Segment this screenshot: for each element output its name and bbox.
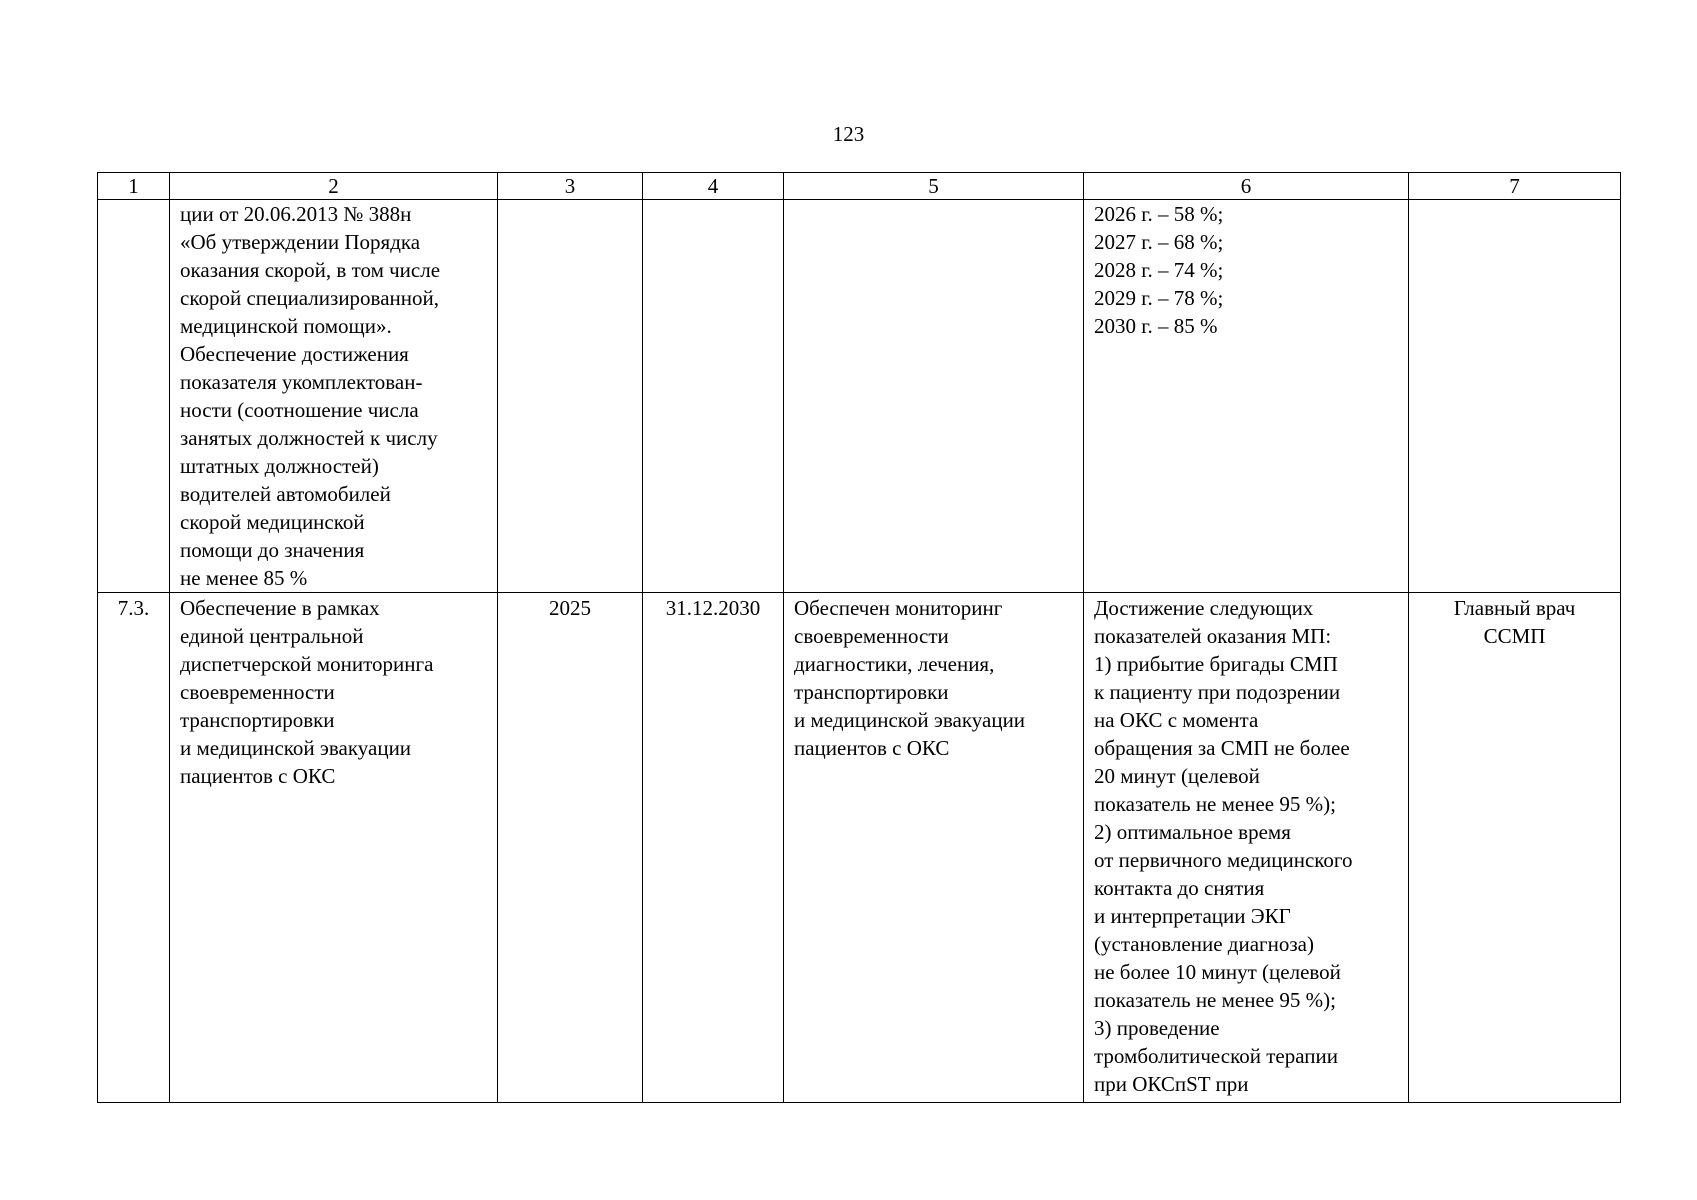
table-row [98,593,1621,1103]
column-header-5: 5 [784,173,1084,200]
end-date-cell [643,200,784,593]
start-year-cell [498,200,643,593]
start-year-cell: 2025 [498,593,643,1103]
column-header-3: 3 [498,173,643,200]
column-header-6: 6 [1084,173,1409,200]
column-header-4: 4 [643,173,784,200]
indicator-cell: 2026 г. – 58 %; 2027 г. – 68 %; 2028 г. – 74 %; 2029 г. – 78 %; 2030 г. – 85 % [1084,200,1409,593]
responsible-cell: Главный врач ССМП [1409,593,1621,1103]
activity-cell: ции от 20.06.2013 № 388н «Об утверждении Порядка оказания скорой, в том числе скорой специализированной, медицинской помощи». Обеспечение достижения показателя укомплектован- ности (соотношение числа занятых должностей к числу штатных должностей) водителей автомобилей скорой медицинской помощи до значения не менее 85 % [170,200,498,593]
indicator-cell: Достижение следующих показателей оказания МП: 1) прибытие бригады СМП к пациенту при подозрении на ОКС с момента обращения за СМП не более 20 минут (целевой показатель не менее 95 %); 2) оптимальное время от первичного медицинского контакта до снятия и интерпретации ЭКГ (установление диагноза) не более 10 минут (целевой показатель не менее 95 %); 3) проведение тромболитической терапии при ОКСпST при [1084,593,1409,1103]
column-header-2: 2 [170,173,498,200]
page-number: 123 [832,122,865,146]
activity-cell: Обеспечение в рамках единой центральной диспетчерской мониторинга своевременности транспортировки и медицинской эвакуации пациентов с ОКС [170,593,498,1103]
table-header-row [98,173,1621,200]
table-row [98,200,1621,593]
column-header-7: 7 [1409,173,1621,200]
row-number-cell: 7.3. [98,593,170,1103]
measures-table [97,172,1621,1103]
result-cell [784,200,1084,593]
row-number-cell [98,200,170,593]
end-date-cell: 31.12.2030 [643,593,784,1103]
column-header-1: 1 [98,173,170,200]
result-cell: Обеспечен мониторинг своевременности диагностики, лечения, транспортировки и медицинской эвакуации пациентов с ОКС [784,593,1084,1103]
responsible-cell [1409,200,1621,593]
